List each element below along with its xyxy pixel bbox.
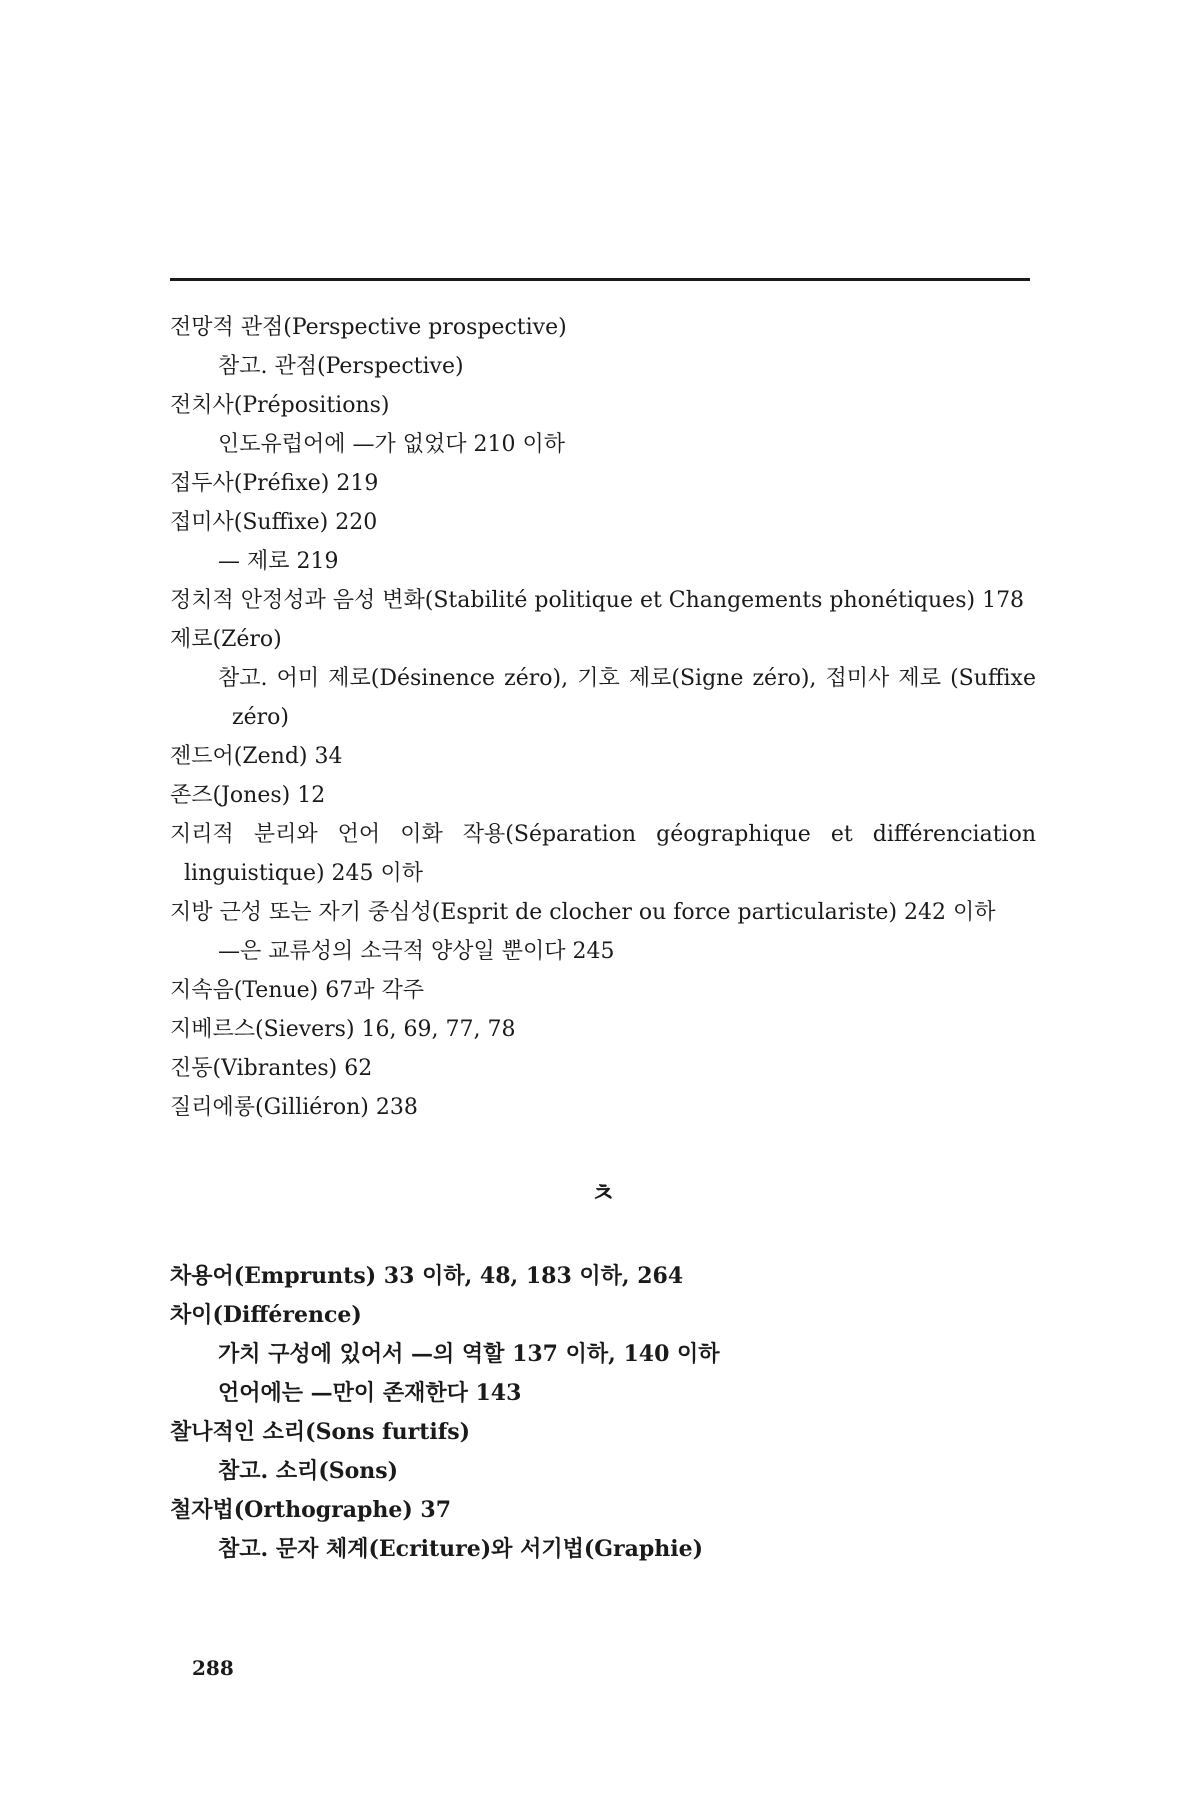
section-heading: ㅊ	[590, 1179, 616, 1209]
header-rule	[170, 278, 1030, 281]
index-entry: 차용어(Emprunts) 33 이하, 48, 183 이하, 264	[170, 1263, 684, 1289]
index-entry: 제로(Zéro)	[170, 627, 282, 652]
index-entry: 찰나적인 소리(Sons furtifs)	[170, 1419, 471, 1445]
index-subentry: 참고. 관점(Perspective)	[218, 354, 464, 379]
index-subentry: — 제로 219	[218, 549, 339, 574]
index-entry: 전치사(Prépositions)	[170, 393, 390, 418]
index-subentry: —은 교류성의 소극적 양상일 뿐이다 245	[218, 939, 615, 964]
index-entry: 접미사(Suffixe) 220	[170, 510, 378, 535]
index-entry: 지리적 분리와 언어 이화 작용(Séparation géographique et différenciation linguistique) 245 이하	[170, 822, 1036, 886]
index-entry: 전망적 관점(Perspective prospective)	[170, 315, 567, 340]
index-subentry: 참고. 문자 체계(Ecriture)와 서기법(Graphie)	[218, 1536, 704, 1562]
index-entry: 접두사(Préfixe) 219	[170, 471, 379, 496]
index-subentry: 참고. 소리(Sons)	[218, 1458, 399, 1484]
index-entry: 철자법(Orthographe) 37	[170, 1497, 452, 1523]
index-subentry: 참고. 어미 제로(Désinence zéro), 기호 제로(Signe zéro), 접미사 제로 (Suffixe zéro)	[218, 666, 1036, 730]
index-entry: 지방 근성 또는 자기 중심성(Esprit de clocher ou force particulariste) 242 이하	[170, 900, 996, 925]
index-entry: 지베르스(Sievers) 16, 69, 77, 78	[170, 1017, 516, 1042]
index-subentry: 가치 구성에 있어서 —의 역할 137 이하, 140 이하	[218, 1341, 720, 1367]
index-entry: 존즈(Jones) 12	[170, 783, 326, 808]
index-entry: 정치적 안정성과 음성 변화(Stabilité politique et Changements phonétiques) 178	[170, 588, 1025, 613]
index-subentry: 인도유럽어에 —가 없었다 210 이하	[218, 432, 565, 457]
index-entry: 차이(Différence)	[170, 1302, 362, 1328]
page-number: 288	[192, 1656, 234, 1680]
index-subentry: 언어에는 —만이 존재한다 143	[218, 1380, 522, 1406]
index-entries	[170, 308, 1036, 1569]
index-entry: 진동(Vibrantes) 62	[170, 1056, 373, 1081]
index-entry: 질리에롱(Gilliéron) 238	[170, 1095, 418, 1120]
index-entry: 지속음(Tenue) 67과 각주	[170, 978, 425, 1003]
index-entry: 젠드어(Zend) 34	[170, 744, 343, 769]
